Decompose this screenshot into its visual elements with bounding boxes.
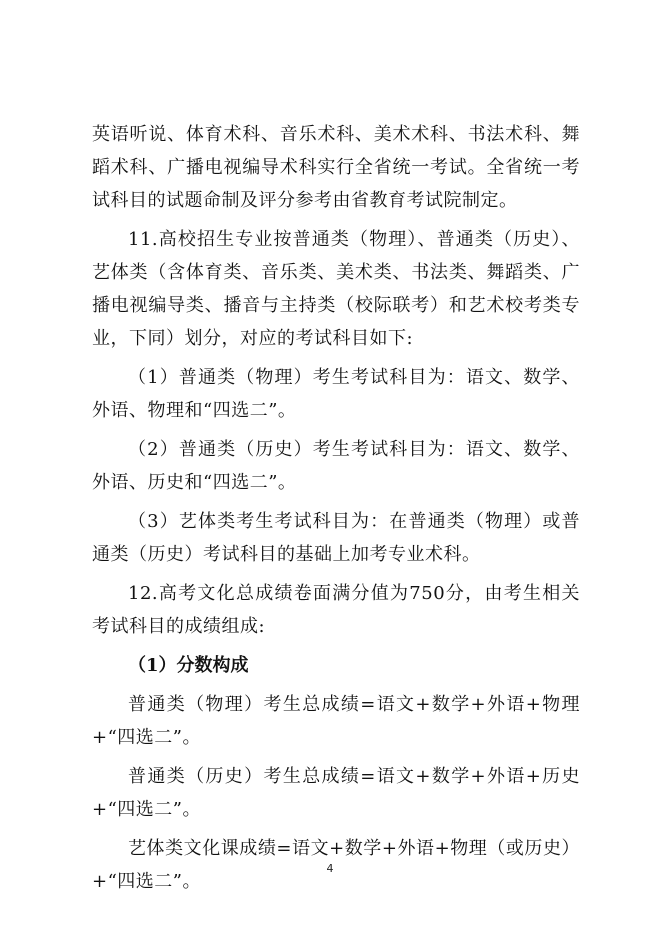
paragraph-history-score: 普通类（历史）考生总成绩=语文+数学+外语+历史+“四选二”。: [92, 766, 580, 820]
paragraph-history-subjects: （2）普通类（历史）考生考试科目为：语文、数学、外语、历史和“四选二”。: [92, 439, 580, 493]
page-body: [92, 118, 580, 904]
paragraph-physics-subjects: （1）普通类（物理）考生考试科目为：语文、数学、外语、物理和“四选二”。: [92, 367, 580, 421]
paragraph-physics-score: 普通类（物理）考生总成绩=语文+数学+外语+物理+“四选二”。: [92, 694, 580, 748]
paragraph-item-11: 11.高校招生专业按普通类（物理）、普通类（历史）、艺体类（含体育类、音乐类、美术类、书法类、舞蹈类、广播电视编导类、播音与主持类（校际联考）和艺术校考类专业，下同）划分，对应的考试科目如下:: [92, 229, 580, 349]
paragraph-item-12: 12.高考文化总成绩卷面满分值为750分，由考生相关考试科目的成绩组成:: [92, 583, 580, 637]
page-number: 4: [326, 862, 334, 875]
paragraph-exam-subjects-continued: 英语听说、体育术科、音乐术科、美术术科、书法术科、舞蹈术科、广播电视编导术科实行全省统一考试。全省统一考试科目的试题命制及评分参考由省教育考试院制定。: [92, 124, 580, 211]
section-heading-score-composition: （1）分数构成: [128, 655, 249, 676]
paragraph-arts-subjects: （3）艺体类考生考试科目为：在普通类（物理）或普通类（历史）考试科目的基础上加考专业术科。: [92, 511, 580, 565]
paragraph-arts-score: 艺体类文化课成绩=语文+数学+外语+物理（或历史）+“四选二”。: [92, 838, 580, 892]
